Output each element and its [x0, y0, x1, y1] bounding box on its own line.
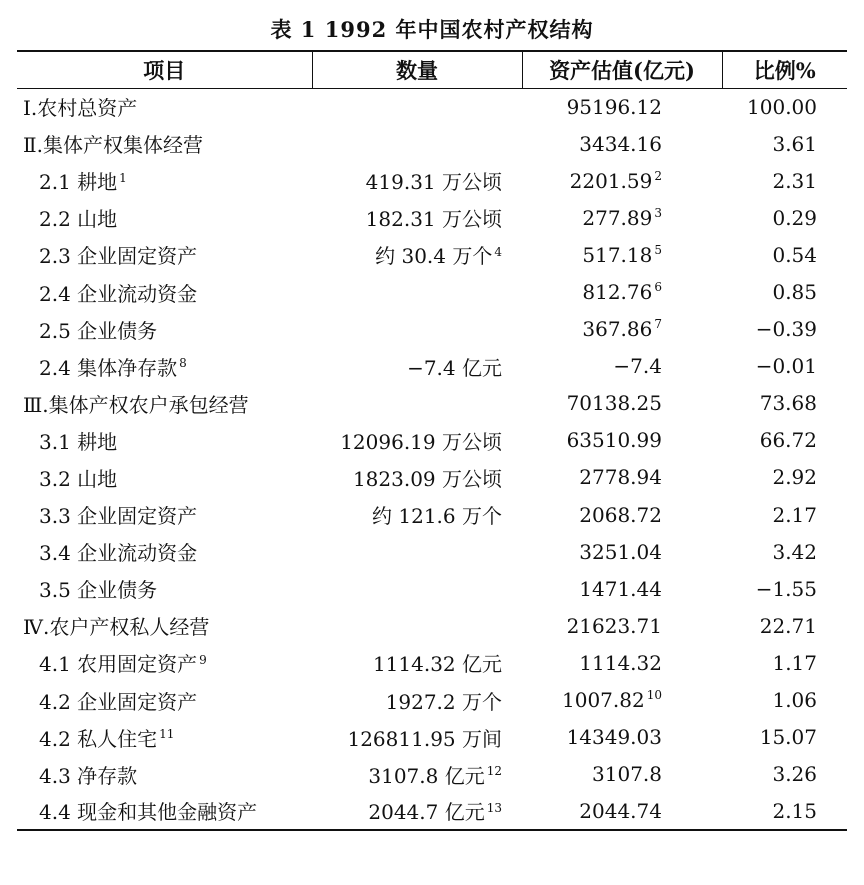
quantity-cell-text: 12096.19 万公顷 [340, 429, 502, 454]
ratio-cell [722, 533, 847, 570]
ratio-cell [722, 496, 847, 533]
quantity-cell [312, 459, 522, 496]
ratio-cell-text: 3.61 [772, 131, 817, 156]
table-row [17, 236, 847, 273]
asset-value-cell-text: 2044.74 [579, 798, 662, 823]
ratio-cell [722, 236, 847, 273]
table-row [17, 348, 847, 385]
ratio-cell [722, 162, 847, 199]
quantity-cell-text: −7.4 亿元 [407, 355, 502, 380]
ratio-cell-text: −0.39 [755, 317, 817, 342]
header-row [17, 51, 847, 88]
item-cell [17, 236, 312, 273]
quantity-cell [312, 385, 522, 422]
asset-value-cell [522, 459, 722, 496]
quantity-cell [312, 533, 522, 570]
asset-value-cell [522, 496, 722, 533]
footnote-marker: 5 [654, 243, 662, 258]
asset-value-cell [522, 236, 722, 273]
quantity-cell [312, 236, 522, 273]
quantity-cell [312, 570, 522, 607]
asset-value-cell-text: 95196.12 [566, 94, 662, 119]
table-row [17, 125, 847, 162]
table-body [17, 88, 847, 830]
ratio-cell [722, 422, 847, 459]
ratio-cell-text: 0.54 [772, 242, 817, 267]
quantity-cell-text: 419.31 万公顷 [365, 170, 502, 195]
ratio-cell [722, 682, 847, 719]
ratio-cell-text: 2.15 [772, 798, 817, 823]
asset-value-cell-text: 2068.72 [579, 502, 662, 527]
ratio-cell [722, 756, 847, 793]
item-cell-text: Ⅳ.农户产权私人经营 [23, 615, 210, 640]
item-cell-text: 2.5 企业债务 [39, 318, 158, 343]
table-row [17, 682, 847, 719]
item-cell [17, 385, 312, 422]
footnote-marker: 2 [654, 169, 662, 184]
asset-value-cell [522, 570, 722, 607]
asset-value-cell [522, 607, 722, 644]
footnote-marker: 6 [654, 280, 662, 295]
quantity-cell [312, 756, 522, 793]
asset-value-cell-text: 3434.16 [579, 131, 662, 156]
ratio-cell-text: 1.17 [772, 650, 817, 675]
table-row [17, 88, 847, 125]
asset-value-cell [522, 533, 722, 570]
item-cell-text: 4.4 现金和其他金融资产 [39, 800, 258, 825]
ratio-cell [722, 644, 847, 681]
ratio-cell [722, 199, 847, 236]
table-header [17, 51, 847, 88]
ratio-cell-text: 66.72 [759, 428, 817, 453]
asset-value-cell-text: 517.18 [582, 242, 653, 267]
item-cell [17, 607, 312, 644]
table-row [17, 570, 847, 607]
asset-value-cell [522, 199, 722, 236]
quantity-cell [312, 162, 522, 199]
item-cell-text: 4.2 企业固定资产 [39, 689, 198, 714]
ratio-cell-text: 2.17 [772, 502, 817, 527]
table-row [17, 422, 847, 459]
asset-value-cell-text: 367.86 [582, 317, 653, 342]
item-cell-text: 2.4 集体净存款 [39, 355, 178, 380]
item-cell [17, 756, 312, 793]
quantity-cell [312, 607, 522, 644]
ratio-cell-text: −0.01 [755, 354, 817, 379]
ratio-cell-text: 0.85 [772, 280, 817, 305]
asset-value-cell-text: 3107.8 [592, 762, 662, 787]
asset-value-cell-text: 21623.71 [566, 613, 662, 638]
quantity-cell-text: 126811.95 万间 [347, 726, 502, 751]
quantity-cell [312, 422, 522, 459]
asset-value-cell-text: 1007.82 [562, 688, 645, 713]
quantity-cell [312, 199, 522, 236]
item-cell [17, 162, 312, 199]
asset-value-cell [522, 125, 722, 162]
ratio-cell-text: 2.31 [772, 168, 817, 193]
item-cell-text: 3.4 企业流动资金 [39, 541, 198, 566]
quantity-cell-text: 1114.32 亿元 [372, 652, 502, 677]
ratio-cell [722, 459, 847, 496]
quantity-cell-text: 2044.7 亿元 [368, 800, 485, 825]
quantity-cell [312, 311, 522, 348]
item-cell [17, 533, 312, 570]
table-row [17, 607, 847, 644]
asset-value-cell [522, 682, 722, 719]
asset-value-cell-text: 2778.94 [579, 465, 662, 490]
item-cell-text: 4.2 私人住宅 [39, 726, 158, 751]
ratio-cell-text: 100.00 [747, 94, 817, 119]
footnote-marker: 4 [494, 244, 502, 259]
table-row [17, 533, 847, 570]
item-cell-text: 4.1 农用固定资产 [39, 652, 198, 677]
ratio-cell-text: 3.42 [772, 539, 817, 564]
quantity-cell-text: 1927.2 万个 [385, 689, 502, 714]
item-cell-text: Ⅰ.农村总资产 [23, 96, 138, 121]
item-cell-text: 2.3 企业固定资产 [39, 244, 198, 269]
quantity-cell-text: 3107.8 亿元 [368, 763, 485, 788]
item-cell [17, 273, 312, 310]
ratio-cell [722, 385, 847, 422]
item-cell-text: 3.2 山地 [39, 466, 118, 491]
asset-value-cell [522, 719, 722, 756]
property-structure-table [17, 50, 847, 831]
quantity-cell-text: 约 121.6 万个 [372, 504, 502, 529]
table-row [17, 162, 847, 199]
footnote-marker: 11 [159, 726, 175, 741]
quantity-cell [312, 348, 522, 385]
item-cell-text: Ⅱ.集体产权集体经营 [23, 133, 203, 158]
table-row [17, 644, 847, 681]
item-cell [17, 719, 312, 756]
quantity-cell-text: 1823.09 万公顷 [352, 466, 502, 491]
table-row [17, 385, 847, 422]
asset-value-cell-text: 70138.25 [566, 391, 662, 416]
table-row [17, 199, 847, 236]
item-cell [17, 422, 312, 459]
ratio-cell [722, 88, 847, 125]
ratio-cell-text: 3.26 [772, 762, 817, 787]
table-row [17, 793, 847, 830]
header-asset-value: 资产估值(亿元) [522, 51, 722, 88]
quantity-cell [312, 88, 522, 125]
item-cell-text: 2.1 耕地 [39, 170, 118, 195]
asset-value-cell [522, 348, 722, 385]
asset-value-cell [522, 793, 722, 830]
asset-value-cell-text: 1471.44 [579, 576, 662, 601]
footnote-marker: 1 [119, 170, 127, 185]
item-cell [17, 644, 312, 681]
item-cell-text: 2.4 企业流动资金 [39, 281, 198, 306]
header-ratio: 比例% [722, 51, 847, 88]
ratio-cell-text: 1.06 [772, 688, 817, 713]
asset-value-cell-text: −7.4 [613, 354, 662, 379]
item-cell [17, 459, 312, 496]
ratio-cell-text: 22.71 [759, 613, 817, 638]
item-cell-text: Ⅲ.集体产权农户承包经营 [23, 392, 249, 417]
ratio-cell [722, 348, 847, 385]
item-cell-text: 4.3 净存款 [39, 763, 138, 788]
item-cell [17, 570, 312, 607]
ratio-cell [722, 273, 847, 310]
asset-value-cell-text: 277.89 [582, 205, 653, 230]
ratio-cell [722, 311, 847, 348]
header-item: 项目 [17, 51, 312, 88]
asset-value-cell-text: 812.76 [582, 280, 653, 305]
asset-value-cell [522, 422, 722, 459]
asset-value-cell-text: 2201.59 [569, 168, 653, 193]
quantity-cell [312, 496, 522, 533]
footnote-marker: 10 [646, 688, 662, 703]
table-row [17, 273, 847, 310]
asset-value-cell [522, 644, 722, 681]
asset-value-cell-text: 3251.04 [579, 539, 662, 564]
item-cell [17, 311, 312, 348]
ratio-cell-text: −1.55 [755, 576, 817, 601]
asset-value-cell-text: 63510.99 [566, 428, 662, 453]
asset-value-cell [522, 756, 722, 793]
footnote-marker: 8 [179, 356, 187, 371]
quantity-cell [312, 682, 522, 719]
asset-value-cell-text: 1114.32 [579, 650, 662, 675]
item-cell-text: 2.2 山地 [39, 207, 118, 232]
item-cell-text: 3.3 企业固定资产 [39, 504, 198, 529]
item-cell-text: 3.1 耕地 [39, 429, 118, 454]
quantity-cell-text: 约 30.4 万个 [375, 244, 493, 269]
item-cell-text: 3.5 企业债务 [39, 578, 158, 603]
footnote-marker: 13 [486, 800, 502, 815]
asset-value-cell-text: 14349.03 [566, 725, 662, 750]
item-cell [17, 496, 312, 533]
header-quantity: 数量 [312, 51, 522, 88]
asset-value-cell [522, 385, 722, 422]
table-row [17, 311, 847, 348]
footnote-marker: 9 [199, 652, 207, 667]
ratio-cell [722, 125, 847, 162]
ratio-cell-text: 15.07 [759, 725, 817, 750]
table-row [17, 756, 847, 793]
footnote-marker: 7 [654, 317, 662, 332]
item-cell [17, 199, 312, 236]
asset-value-cell [522, 162, 722, 199]
asset-value-cell [522, 88, 722, 125]
asset-value-cell [522, 273, 722, 310]
item-cell [17, 88, 312, 125]
table-row [17, 719, 847, 756]
ratio-cell [722, 793, 847, 830]
ratio-cell [722, 607, 847, 644]
table-title: 表 1 1992 年中国农村产权结构 [270, 17, 594, 42]
item-cell [17, 125, 312, 162]
item-cell [17, 348, 312, 385]
item-cell [17, 793, 312, 830]
quantity-cell [312, 793, 522, 830]
ratio-cell-text: 2.92 [772, 465, 817, 490]
ratio-cell [722, 570, 847, 607]
table-row [17, 496, 847, 533]
footnote-marker: 12 [486, 764, 502, 779]
quantity-cell [312, 719, 522, 756]
ratio-cell-text: 73.68 [759, 391, 817, 416]
quantity-cell [312, 644, 522, 681]
item-cell [17, 682, 312, 719]
quantity-cell [312, 273, 522, 310]
ratio-cell [722, 719, 847, 756]
asset-value-cell [522, 311, 722, 348]
quantity-cell [312, 125, 522, 162]
quantity-cell-text: 182.31 万公顷 [365, 207, 502, 232]
ratio-cell-text: 0.29 [772, 205, 817, 230]
table-row [17, 459, 847, 496]
footnote-marker: 3 [654, 206, 662, 221]
